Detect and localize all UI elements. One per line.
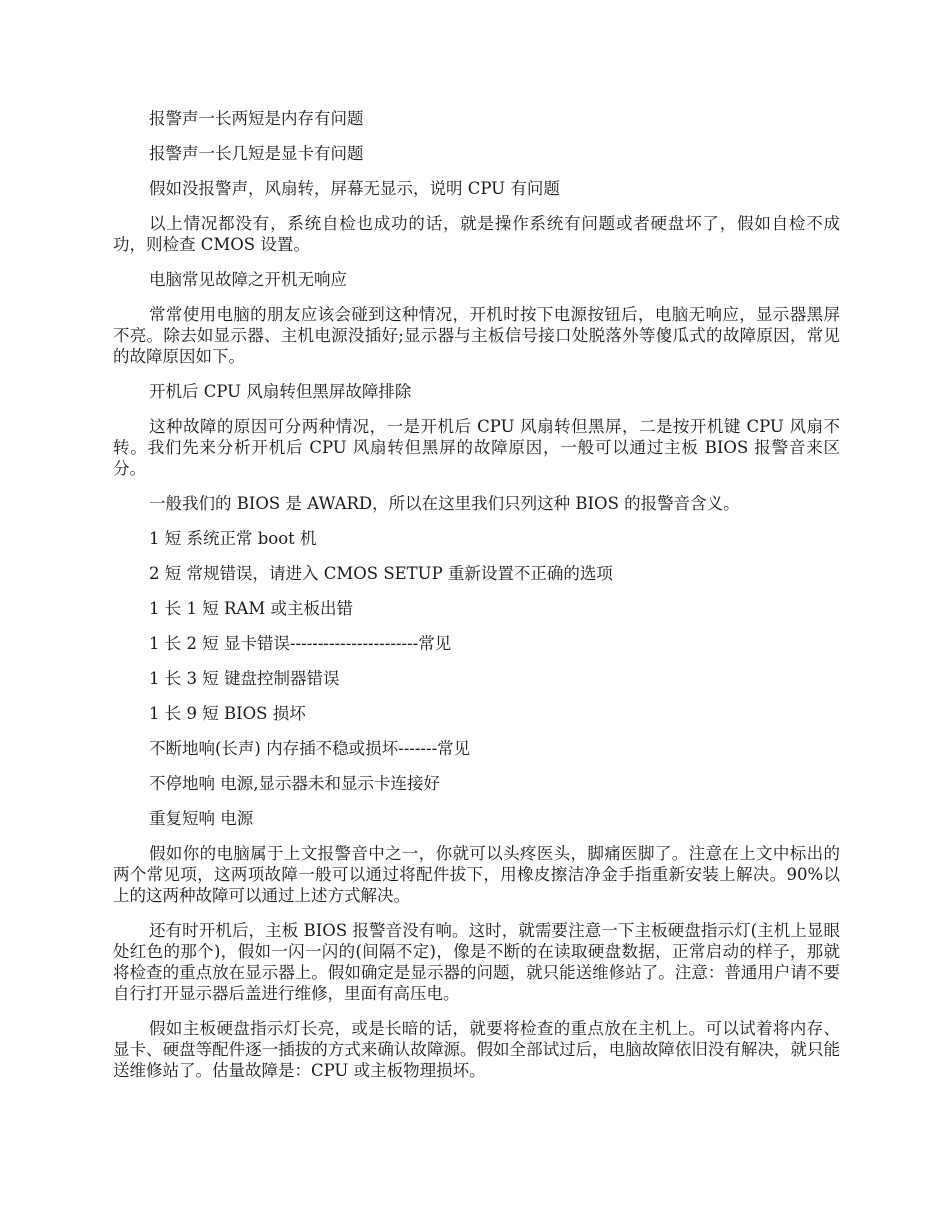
document-body (113, 108, 840, 1095)
beep-code-item: 1 长 1 短 RAM 或主板出错 (149, 599, 353, 618)
heading-cpu-fan-black-screen: 开机后 CPU 风扇转但黑屏故障排除 (149, 382, 412, 401)
paragraph-award-bios: 一般我们的 BIOS 是 AWARD，所以在这里我们只列这种 BIOS 的报警音含义。 (149, 494, 740, 513)
beep-code-item: 1 长 9 短 BIOS 损坏 (149, 704, 306, 723)
paragraph-common-fixes: 假如你的电脑属于上文报警音中之一，你就可以头疼医头，脚痛医脚了。注意在上文中标出的两个常见项，这两项故障一般可以通过将配件拔下，用橡皮擦洁净金手指重新安装上解决。90%以上的这两种故障可以通过上述方式解决。 (113, 844, 840, 905)
paragraph-two-cases: 这种故障的原因可分两种情况，一是开机后 CPU 风扇转但黑屏，二是按开机键 CPU 风扇不转。我们先来分析开机后 CPU 风扇转但黑屏的故障原因，一般可以通过主板 BIOS 报警音来区分。 (113, 417, 840, 478)
paragraph-no-bios-beep: 还有时开机后，主板 BIOS 报警音没有响。这时，就需要注意一下主板硬盘指示灯(主机上显眼处红色的那个)，假如一闪一闪的(间隔不定)，像是不断的在读取硬盘数据，正常启动的样子，那就将检查的重点放在显示器上。假如确定是显示器的问题，就只能送维修站了。注意：普通用户请不要自行打开显示器后盖进行维修，里面有高压电。 (113, 921, 840, 1003)
paragraph-os-or-disk: 以上情况都没有，系统自检也成功的话，就是操作系统有问题或者硬盘坏了，假如自检不成功，则检查 CMOS 设置。 (113, 214, 840, 254)
beep-code-item: 1 短 系统正常 boot 机 (149, 529, 317, 548)
paragraph-no-beep-cpu: 假如没报警声，风扇转，屏幕无显示，说明 CPU 有问题 (149, 179, 560, 198)
beep-code-item: 1 长 3 短 键盘控制器错误 (149, 669, 340, 688)
beep-code-item: 不断地响(长声) 内存插不稳或损坏-------常见 (149, 739, 471, 758)
beep-code-item: 2 短 常规错误，请进入 CMOS SETUP 重新设置不正确的选项 (149, 564, 613, 583)
paragraph-beep-1-long-2-short: 报警声一长两短是内存有问题 (149, 109, 364, 128)
beep-code-item: 1 长 2 短 显卡错误-----------------------常见 (149, 634, 452, 653)
paragraph-no-response-intro: 常常使用电脑的朋友应该会碰到这种情况，开机时按下电源按钮后，电脑无响应，显示器黑屏不亮。除去如显示器、主机电源没插好;显示器与主板信号接口处脱落外等傻瓜式的故障原因，常见的故障原因如下。 (113, 305, 840, 366)
heading-no-response: 电脑常见故障之开机无响应 (149, 270, 347, 289)
beep-code-item: 不停地响 电源,显示器未和显示卡连接好 (149, 774, 440, 793)
paragraph-disk-light: 假如主板硬盘指示灯长亮，或是长暗的话，就要将检查的重点放在主机上。可以试着将内存、显卡、硬盘等配件逐一插拔的方式来确认故障源。假如全部试过后，电脑故障依旧没有解决，就只能送维修站了。估量故障是：CPU 或主板物理损坏。 (113, 1019, 840, 1080)
beep-code-item: 重复短响 电源 (149, 809, 254, 828)
paragraph-beep-1-long-several-short: 报警声一长几短是显卡有问题 (149, 144, 364, 163)
